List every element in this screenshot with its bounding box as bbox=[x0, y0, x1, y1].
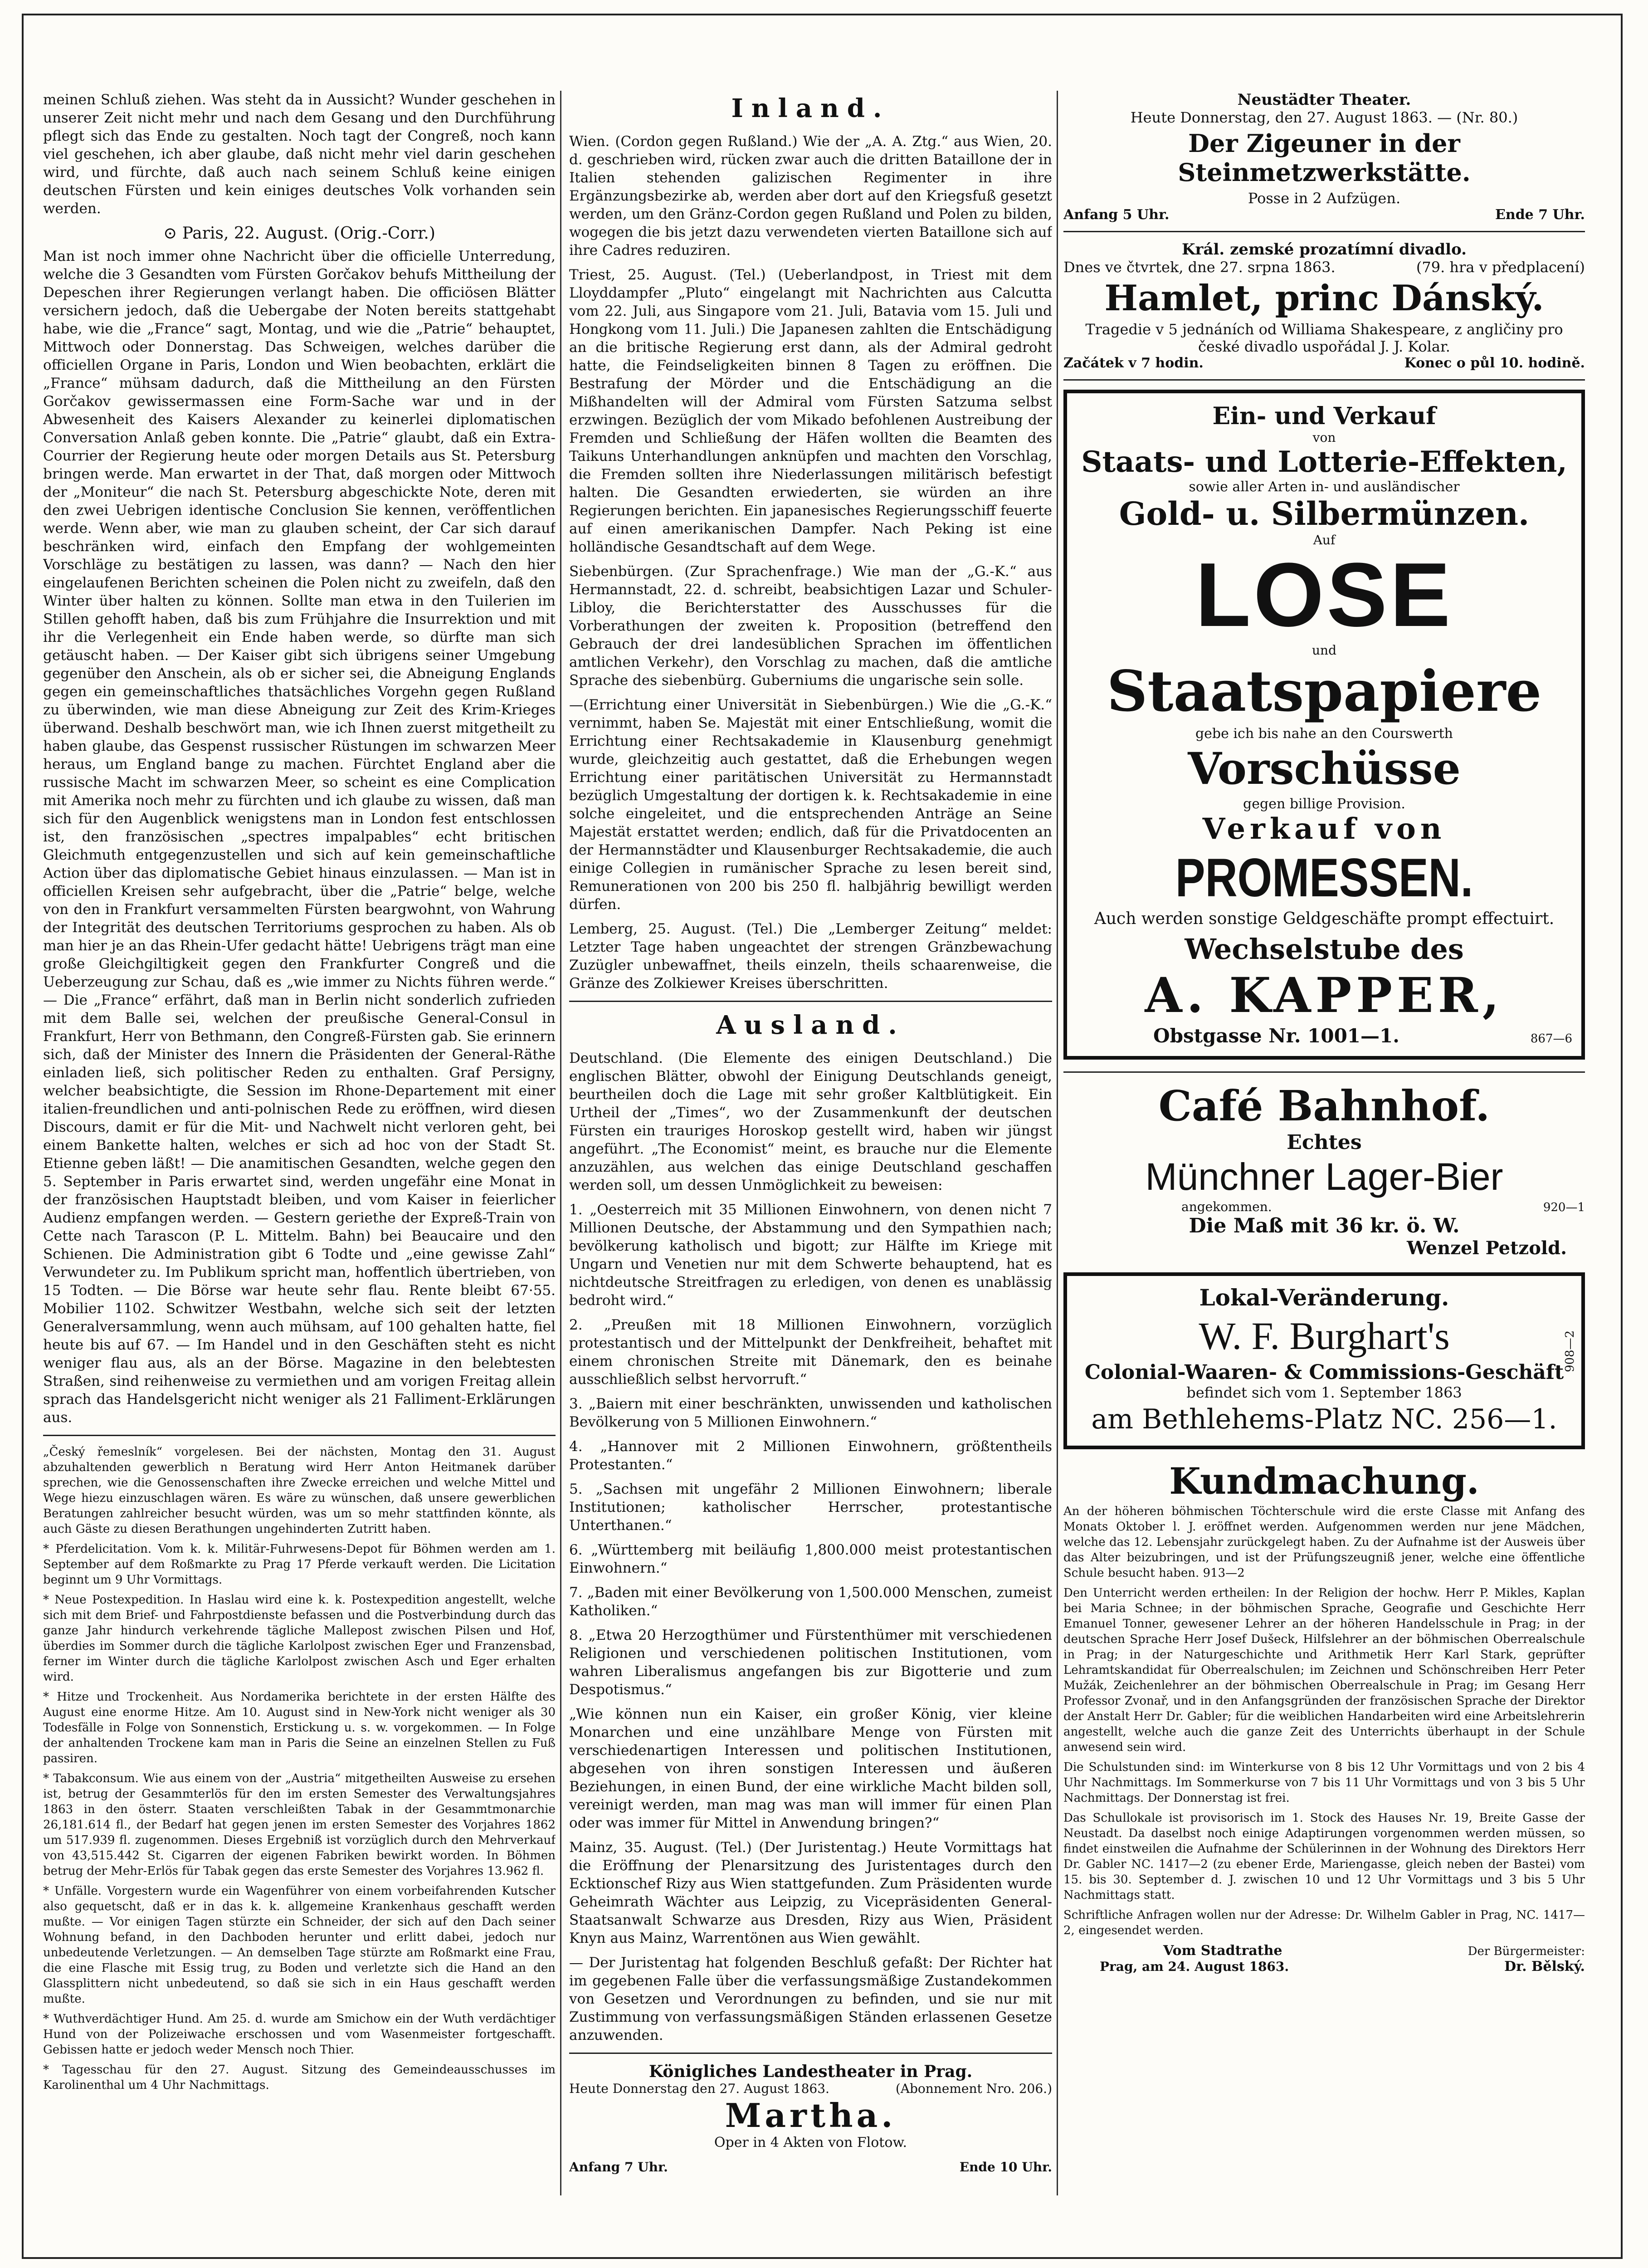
kapper-line: Auch werden sonstige Geldgeschäfte prompt effectuirt. bbox=[1094, 909, 1555, 928]
kapper-line: Gold- u. Silbermünzen. bbox=[1119, 495, 1530, 533]
news-item: 7. „Baden mit einer Bevölkerung von 1,500.000 Menschen, zumeist Katholiken.“ bbox=[569, 1584, 1052, 1619]
cz-date: Dnes ve čtvrtek, dne 27. srpna 1863. bbox=[1063, 259, 1336, 276]
kapper-line: von bbox=[1312, 430, 1336, 445]
kapper-address: Obstgasse Nr. 1001—1. bbox=[1153, 1025, 1399, 1047]
divider bbox=[569, 1001, 1052, 1002]
kapper-line: Auf bbox=[1313, 533, 1336, 547]
kapper-staatspapiere: Staatspapiere bbox=[1107, 659, 1542, 724]
burghart-line: Lokal-Veränderung. bbox=[1199, 1284, 1449, 1311]
theater-play: Martha. bbox=[725, 2096, 897, 2135]
cz-times bbox=[1063, 355, 1585, 371]
kapper-name: A. KAPPER, bbox=[1145, 967, 1504, 1023]
kapper-address-row bbox=[1076, 1025, 1572, 1047]
cafe-line: Echtes bbox=[1287, 1131, 1362, 1154]
kundmachung-title: Kundmachung. bbox=[1169, 1460, 1479, 1502]
cz-play: Hamlet, princ Dánský. bbox=[1104, 278, 1544, 319]
news-lemberg: Lemberg, 25. August. (Tel.) Die „Lemberger Zeitung“ meldet: Letzter Tage haben ungeachtet der strengen Gränzbewachung Zuzügler unbewaffnet, theils einzeln, theils schaarenweise, die Gränze des Zolkiewer Kreises überschritten. bbox=[569, 921, 1052, 992]
section-heading-inland: Inland. bbox=[731, 93, 890, 123]
local-item: * Unfälle. Vorgestern wurde ein Wagenführer von einem vorbeifahrenden Kutscher also gequetscht, daß er in das k. k. allgemeine Krankenhaus geschafft werden mußte. — Vor einigen Tagen stürzte ein Schneider, der sich auf den Dach seiner Wohnung befand, in den Dachboden herunter und erlitt dabei, jedoch nur unbedeutende Verletzungen. — An demselben Tage stürzte am Roßmarkt eine Frau, die eine Flasche mit Essig trug, zu Boden und verletzte sich die Hand an den Glassplittern nicht unbedeutend, so daß sie sich in ein Haus geschafft werden mußte. bbox=[43, 1884, 556, 2006]
kapper-vorschuesse: Vorschüsse bbox=[1188, 743, 1461, 794]
news-item: 4. „Hannover mit 2 Millionen Einwohnern, größtentheils Protestanten.“ bbox=[569, 1438, 1052, 1473]
theater-date: Heute Donnerstag den 27. August 1863. bbox=[569, 2081, 829, 2096]
czech-theater-ad bbox=[1063, 240, 1585, 371]
local-item: * Pferdelicitation. Vom k. k. Militär-Fuhrwesens-Depot für Böhmen werden am 1. September auf dem Roßmarkte zu Prag 17 Pferde verkauft werden. Die Licitation beginnt um 9 Uhr Vormittags. bbox=[43, 1542, 556, 1587]
article-continuation: meinen Schluß ziehen. Was steht da in Aussicht? Wunder geschehen in unserer Zeit nicht mehr und nach dem Gesang und den Durchführung pflegt sich das Ende zu gestalten. Noch tagt der Congreß, noch kann viel geschehen, ich aber glaube, daß nicht mehr viel darin geschehen wird, und fürchte, daß auch nach seinem Schluß keine einigen deutschen Fürsten und kein einiges deutsches Volk vorhanden sein werden. bbox=[43, 92, 556, 217]
news-item: 8. „Etwa 20 Herzogthümer und Fürstenthümer mit verschiedenen Religionen und verschiedenen politischen Institutionen, vom wahren Liberalismus angefangen bis zur Bigotterie und zum Despotismus.“ bbox=[569, 1627, 1052, 1698]
cafe-bahnhof-ad bbox=[1063, 1081, 1585, 1259]
news-triest: Triest, 25. August. (Tel.) (Ueberlandpost, in Triest mit dem Lloyddampfer „Pluto“ eingelangt mit Nachrichten aus Calcutta vom 22. Juli, aus Singapore vom 21. Juli, Batavia vom 15. Juli und Hongkong vom 11. Juli.) Die Japanesen zahlten die Entschädigung an die britische Regierung erst dann, als der Admiral gedroht hatte, die Feindseligkeiten binnen 8 Tagen zu eröffnen. Die Bestrafung der Mörder und die Entschädigung an die Mißhandelten will der Admiral vom Fürsten Satzuma selbst erzwingen. Bezüglich der vom Mikado befohlenen Austreibung der Fremden und Schließung der Häfen wollten die Beamten des Taikuns Unterhandlungen anknüpfen und machten den Vorschlag, die Fremden sollten ihre Niederlassungen militärisch befestigt halten. Die Gesandten erwiederten, sie würden an ihre Regierungen berichten. Ein japanesisches Regierungsschiff feuerte auf einen amerikanischen Dampfer. Nach Peking ist eine holländische Gesandtschaft auf dem Wege. bbox=[569, 267, 1052, 555]
theater-end: Ende 10 Uhr. bbox=[959, 2160, 1052, 2175]
column-3 bbox=[1063, 91, 1585, 2195]
paris-dateline: ⊙ Paris, 22. August. (Orig.-Corr.) bbox=[163, 224, 435, 243]
news-item: 3. „Baiern mit einer beschränkten, unwissenden und katholischen Bevölkerung von 5 Millionen Einwohnern.“ bbox=[569, 1396, 1052, 1430]
neustaedter-theater-ad bbox=[1063, 91, 1585, 223]
news-item: „Wie können nun ein Kaiser, ein großer König, vier kleine Monarchen und eine unzählbare Menge von Fürsten mit verschiedenartigen Interessen und politischen Institutionen, abgesehen von ihren sonstigen Interessen und äußeren Beziehungen, in einen Bund, der eine wirkliche Macht bilden soll, vereinigt werden, man mag was man will immer für einen Plan oder was immer für Mittel in Anwendung bringen?“ bbox=[569, 1706, 1052, 1831]
local-news bbox=[43, 1444, 556, 2093]
theater-times bbox=[569, 2160, 1052, 2175]
kundmachung-para: Den Unterricht werden ertheilen: In der Religion der hochw. Herr P. Mikles, Kaplan bei Maria Schnee; in der böhmischen Sprache, Geografie und Geschichte Herr Emanuel Tonner, gewesener Lehrer an der höheren Handelsschule in Prag; in der deutschen Sprache Herr Josef Dušeck, Hilfslehrer an der böhmischen Oberrealschule in Prag; in der Naturgeschichte und Arithmetik Herr Karl Stark, geprüfter Lehramtskandidat für Oberrealschulen; im Zeichnen und Schönschreiben Herr Peter Mužák, Zeichenlehrer an der böhmischen Oberrealschule in Prag; im Gesang Herr Professor Zvonař, und in den Anfangsgründen der französischen Sprache der Direktor der Anstalt Herr Dr. Gabler; für die weiblichen Handarbeiten wird eine Arbeitslehrerin angestellt, welche auch die ganze Zeit des Unterrichts überhaupt in der Schule anwesend sein wird. bbox=[1063, 1586, 1585, 1754]
neustadt-times bbox=[1063, 207, 1585, 223]
neustadt-start: Anfang 5 Uhr. bbox=[1063, 207, 1170, 223]
local-item: * Tabakconsum. Wie aus einem von der „Austria“ mitgetheilten Ausweise zu ersehen ist, betrug der Gesammterlös für den im ersten Semester des Verwaltungsjahres 1863 in den österr. Staaten verschleißten Tabak in der Gesammtmonarchie 26,181.614 fl., der Bedarf hat gegen jenen im ersten Semester des Vorjahres 1862 um 517.939 fl. zugenommen. Dieses Ergebniß ist vorzüglich durch den Mehrverkauf von 43,515.442 St. Cigarren der eigenen Fabriken bewirkt worden. In Böhmen betrug der Mehr-Erlös für Tabak gegen das erste Semester des Vorjahres 13.962 fl. bbox=[43, 1772, 556, 1878]
kundmachung-para: Schriftliche Anfragen wollen nur der Adresse: Dr. Wilhelm Gabler in Prag, NC. 1417—2, eingesendet werden. bbox=[1063, 1908, 1585, 1937]
kapper-line: Verkauf von bbox=[1202, 812, 1446, 846]
kundmachung bbox=[1063, 1458, 1585, 1975]
cz-sub: Tragedie v 5 jednáních od Williama Shakespeare, z angličiny pro české divadlo uspořádal J. J. Kolar. bbox=[1085, 321, 1563, 355]
kundmachung-para: Die Schulstunden sind: im Winterkurse von 8 bis 12 Uhr Vormittags und von 2 bis 4 Uhr Nachmittags. Im Sommerkurse von 7 bis 11 Uhr Vormittags und von 3 bis 5 Uhr Nachmittags. Der Donnerstag ist frei. bbox=[1063, 1760, 1585, 1805]
news-item: 6. „Württemberg mit beiläufig 1,800.000 meist protestantischen Einwohnern.“ bbox=[569, 1542, 1052, 1576]
cz-title: Král. zemské prozatímní divadlo. bbox=[1181, 240, 1467, 259]
ad-number: 908—2 bbox=[1563, 1330, 1577, 1373]
kapper-ad bbox=[1063, 390, 1585, 1060]
kundmachung-footer bbox=[1063, 1959, 1585, 1975]
column-rule bbox=[560, 91, 561, 2195]
cafe-price: Die Maß mit 36 kr. ö. W. bbox=[1189, 1214, 1460, 1237]
burghart-line: Colonial-Waaren- & Commissions-Geschäft bbox=[1084, 1361, 1564, 1384]
cafe-owner: Wenzel Petzold. bbox=[1407, 1237, 1567, 1259]
theater-title: Königliches Landestheater in Prag. bbox=[648, 2062, 973, 2081]
ad-number: 867—6 bbox=[1530, 1032, 1572, 1046]
column-rule bbox=[1057, 91, 1058, 2195]
kapper-line: und bbox=[1312, 643, 1336, 658]
column-2 bbox=[569, 91, 1052, 2195]
cafe-line: angekommen. bbox=[1181, 1199, 1272, 1214]
kapper-line: gegen billige Provision. bbox=[1243, 796, 1405, 812]
divider bbox=[1063, 231, 1585, 232]
local-item: * Neue Postexpedition. In Haslau wird eine k. k. Postexpedition angestellt, welche sich mit dem Brief- und Fahrpostdienste befassen und die Postverbindung durch das ganze Jahr hindurch verkehrende tägliche Mallepost zwischen Pilsen und Hof, überdies im Sommer durch die tägliche Karlolpost zwischen Eger und Franzensbad, ferner im Winter durch die tägliche Karlolpost zwischen Asch und Eger erhalten wird. bbox=[43, 1593, 556, 1684]
section-heading-ausland: Ausland. bbox=[716, 1010, 905, 1040]
kundmachung-para: Das Schullokale ist provisorisch im 1. Stock des Hauses Nr. 19, Breite Gasse der Neustadt. Da daselbst noch einige Adaptirungen vorgenommen werden müssen, so findet einstweilen die Aufnahme der Schülerinnen in der Wohnung des Direktors Herr Dr. Gabler NC. 1417—2 (zu ebener Erde, Mariengasse, gleich neben der Bastei) vom 15. bis 30. September d. J. zwischen 10 und 12 Uhr Vormittags und 3 bis 5 Uhr Nachmittags statt. bbox=[1063, 1811, 1585, 1902]
divider bbox=[1063, 1071, 1585, 1073]
kapper-line: Staats- und Lotterie-Effekten, bbox=[1081, 445, 1567, 479]
kundmachung-footer bbox=[1063, 1943, 1585, 1959]
local-item: * Hitze und Trockenheit. Aus Nordamerika berichtete in der ersten Hälfte des August eine enorme Hitze. Am 10. August sind in New-York nicht weniger als 30 Todesfälle in Folge von Sonnenstich, Erstickung u. s. w. vorgekommen. — In Folge der anhaltenden Trockene kam man in Paris die Seine an einzelnen Stellen zu Fuß passiren. bbox=[43, 1690, 556, 1765]
kapper-promessen: PROMESSEN. bbox=[1175, 847, 1473, 908]
news-item: 2. „Preußen mit 18 Millionen Einwohnern, vorzüglich protestantisch und der Mittelpunkt der Denkfreiheit, behaftet mit einem chronischen Streite mit Dänemark, den es beinahe ausschließlich selbst hervorruft.“ bbox=[569, 1317, 1052, 1388]
burghart-address: am Bethlehems-Platz NC. 256—1. bbox=[1091, 1403, 1557, 1435]
cafe-title: Café Bahnhof. bbox=[1158, 1081, 1490, 1130]
news-deutschland: Deutschland. (Die Elemente des einigen Deutschland.) Die englischen Blätter, obwohl der Einigung Deutschlands geneigt, beurtheilen doch die Lage mit sehr großer Kaltblütigkeit. Ein Urtheil der „Times“, wo der Zusammenkunft der deutschen Fürsten ein trauriges Horoskop gestellt wird, haben wir jüngst angeführt. „The Economist“ meint, es brauche nur die Elemente anzuzählen, aus welchen das einige Deutschland geschaffen werden soll, um dessen Unmöglichkeit zu beweisen: bbox=[569, 1050, 1052, 1193]
neustadt-title: Neustädter Theater. bbox=[1237, 91, 1411, 109]
cz-end: Konec o půl 10. hodině. bbox=[1404, 355, 1585, 371]
local-item: „Český řemeslník“ vorgelesen. Bei der nächsten, Montag den 31. August abzuhaltenden gewerblich n Beratung wird Herr Anton Heitmanek darüber sprechen, wie die Genossenschaften ihre Zwecke erreichen und welche Mittel und Wege hiezu einzuschlagen wären. Es wäre zu wünschen, daß unsere gewerblichen Beratungen zahlreicher besucht würden, was um so mehr stattfinden könnte, als auch Gäste zu diesen Berathungen ungehinderten Zutritt haben. bbox=[43, 1445, 556, 1536]
kapper-line: Ein- und Verkauf bbox=[1212, 402, 1436, 430]
neustadt-play: Der Zigeuner in der Steinmetzwerkstätte. bbox=[1178, 129, 1471, 187]
news-universitaet: —(Errichtung einer Universität in Siebenbürgen.) Wie die „G.-K.“ vernimmt, haben Se. Majestät mit einer Entschließung, womit die Errichtung einer Rechtsakademie in Klausenburg genehmigt wurde, gleichzeitig auch gestattet, daß die Erhebungen wegen Errichtung einer paritätischen Universität zu Hermannstadt bezüglich Umgestaltung der dortigen k. k. Rechtsakademie in eine solche eingeleitet, und die entsprechenden Anträge an Seine Majestät erstattet werden; endlich, daß für die Privatdocenten an der Hermannstädter und Klausenburger Rechtsakademie, die auch einige Collegien in rumänischer Sprache zu lesen bereit sind, Remunerationen von 200 bis 250 fl. halbjährig bewilligt werden dürfen. bbox=[569, 697, 1052, 913]
news-item: — Der Juristentag hat folgenden Beschluß gefaßt: Der Richter hat im gegebenen Falle über die verfassungsmäßige Zustandekommen von Gesetzen und Verordnungen zu befinden, und sie nur mit Zustimmung von verfassungsmäßigen Ständen erlassenen Gesetze anzuwenden. bbox=[569, 1955, 1052, 2043]
divider bbox=[43, 1435, 556, 1436]
cz-start: Začátek v 7 hodin. bbox=[1063, 355, 1204, 371]
landestheater-ad bbox=[569, 2062, 1052, 2175]
column-1 bbox=[43, 91, 556, 2195]
theater-start: Anfang 7 Uhr. bbox=[569, 2160, 668, 2175]
cz-info bbox=[1063, 259, 1585, 276]
cz-abonnement: (79. hra v předplacení) bbox=[1416, 259, 1585, 276]
theater-sub: Oper in 4 Akten von Flotow. bbox=[714, 2135, 907, 2151]
local-item: * Wuthverdächtiger Hund. Am 25. d. wurde am Smichow ein der Wuth verdächtiger Hund von der Polizeiwache erschossen und vom Wasenmeister fortgeschafft. Gebissen hatte er jedoch weder Mensch noch Thier. bbox=[43, 2012, 556, 2057]
burghart-ad bbox=[1063, 1272, 1585, 1449]
neustadt-sub: Posse in 2 Aufzügen. bbox=[1248, 190, 1401, 207]
news-item: 5. „Sachsen mit ungefähr 2 Millionen Einwohnern; liberale Institutionen; katholischer Herrscher, protestantische Unterthanen.“ bbox=[569, 1481, 1052, 1534]
kundmachung-sign: Vom Stadtrathe bbox=[1163, 1943, 1282, 1959]
burghart-line: befindet sich vom 1. September 1863 bbox=[1186, 1384, 1462, 1401]
kundmachung-para: An der höheren böhmischen Töchterschule wird die erste Classe mit Anfang des Monats Oktober l. J. eröffnet werden. Aufgenommen werden nur jene Mädchen, welche das 12. Lebensjahr zurückgelegt haben. Zu der Aufnahme ist der Ausweis über das Alter beizubringen, und ist der Prüfungszeugniß jener, welche eine öffentliche Schule besucht haben. 913—2 bbox=[1063, 1505, 1585, 1580]
cafe-row bbox=[1063, 1199, 1585, 1214]
local-item: * Tagesschau für den 27. August. Sitzung des Gemeindeausschusses im Karolinenthal um 4 Uhr Nachmittags. bbox=[43, 2063, 556, 2092]
burghart-name: W. F. Burghart's bbox=[1199, 1314, 1450, 1358]
news-wien: Wien. (Cordon gegen Rußland.) Wie der „A. A. Ztg.“ aus Wien, 20. d. geschrieben wird, rücken zwar auch die dritten Bataillone der in Italien stehenden galizischen Regimenter in ihre Ergänzungsbezirke ab, werden aber dort auf den Kriegsfuß gesetzt werden, um den Gränz-Cordon gegen Rußland und Polen zu bilden, wogegen die bis jetzt dazu verwendeten vierten Bataillone sich auf ihre Cadres reduziren. bbox=[569, 133, 1052, 259]
theater-info bbox=[569, 2081, 1052, 2096]
paris-article: Man ist noch immer ohne Nachricht über die officielle Unterredung, welche die 3 Gesandten vom Fürsten Gorčakov behufs Mittheilung der Depeschen ihrer Regierungen verlangt haben. Die officiösen Blätter versichern jedoch, daß die Uebergabe der Noten bereits stattgehabt habe, wie die „France“ sagt, Montag, und wie die „Patrie“ behauptet, Mittwoch oder Donnerstag. Das Schweigen, welches darüber die officiellen Organe in Paris, London und Wien beobachten, erklärt die „France“ mühsam dadurch, daß die Mittheilung an den Fürsten Gorčakov gewissermassen eine Form-Sache war und in der Abwesenheit des Kaisers Alexander zu keinerlei diplomatischen Conversation Anlaß geben konnte. Die „Patrie“ glaubt, daß ein Extra-Courrier der Regierung heute oder morgen Details aus St. Petersburg bringen werde. Man erwartet in der That, daß morgen oder Mittwoch der „Moniteur“ die nach St. Petersburg abgeschickte Note, deren mit den zwei Uebrigen identische Conclusion Sie kennen, veröffentlichen werde. Wenn aber, wie man zu glauben scheint, der Car sich darauf beschränken wird, einfach den Empfang der wohlgemeinten Vorschläge zu bestätigen zu lassen, was dann? — Nach den hier eingelaufenen Berichten scheinen die Polen nicht zu zweifeln, daß den Winter über halten zu können. Sollte man etwa in den Tuilerien im Stillen gehofft haben, daß bis zum Frühjahre die Insurrektion und mit ihr die Verlegenheit ein Ende haben werde, so dürfte man sich getäuscht haben. — Der Kaiser gibt sich übrigens seiner Umgebung gegenüber den Anschein, als ob er sicher sei, die Abneigung Englands gegen ein gemeinschaftliches thatsächliches Vorgehn gegen Rußland zu überwinden, wie man diese Abneigung zur Zeit des Krim-Krieges überwand. Deshalb beschwört man, wie ich Ihnen zuerst mitgetheilt zu haben glaube, das Gespenst russischer Rüstungen im schwarzen Meer heraus, um England bange zu machen. Fürchtet England aber die russische Macht im schwarzen Meer, so scheint es eine Complication mit Amerika noch mehr zu fürchten und ich glaube zu wissen, daß man sich für den Augenblick wenigstens man in London fest entschlossen ist, den französischen „spectres impalpables“ echt britischen Gleichmuth entgegenzustellen und sich auf kein gemeinschaftliche Action über das diplomatische Gebiet hinaus einzulassen. — Man ist in officiellen Kreisen sehr aufgebracht, über die „Patrie“ belge, welche von den in Frankfurt versammelten Fürsten beargwohnt, von Wahrung der Integrität des deutschen Territoriums gesprochen zu haben. Als ob man hier je an das Rhein-Ufer gedacht hätte! Uebrigens trägt man eine große Gleichgiltigkeit gegen den Frankfurter Congreß und die Ueberzeugung zur Schau, daß es „wie immer zu Nichts führen werde.“ — Die „France“ erfährt, daß man in Berlin nicht sonderlich zufrieden mit dem Balle sei, welchen der preußische General-Consul in Frankfurt, Herr von Bethmann, den Congreß-Fürsten gab. Sie erinnern sich, daß der Minister des Innern die Präsidenten der General-Räthe einladen ließ, sich politischer Reden zu enthalten. Graf Persigny, welcher beabsichtigte, die Session im Rhone-Departement mit einer italien-freundlichen und anti-polnischen Rede zu eröffnen, wird diesen Discours, damit er für die Mit- und Nachwelt nicht verloren geht, bei einem Bankette halten, welches er sich ad hoc von der Stadt St. Etienne geben läßt! — Die anamitischen Gesandten, welche gegen den 5. September in Paris erwartet sind, werden ungefähr eine Monat in der französischen Hauptstadt bleiben, und vom Kaiser in feierlicher Audienz empfangen werden. — Gestern geriethe der Expreß-Train von Cette nach Tarascon (P. L. Mittelm. Bahn) bei Beaucaire und den Schienen. Die Administration gibt 6 Todte und „eine gewisse Zahl“ Verwundeter zu. Im Publikum spricht man, hoffentlich übertrieben, von 15 Todten. — Die Börse war heute sehr flau. Rente bleibt 67·55. Mobilier 1102. Schwitzer Westbahn, welche sich seit der letzten Generalversammlung, wenn auch mühsam, auf 100 gehalten hatte, fiel heute bis auf 67. — Im Handel und in den Geschäften steht es nicht weniger flau aus, als an der Börse. Magazine in den belebtesten Straßen, sind reihenweise zu vermiethen und am vorigen Freitag allein sprach das Handelsgericht nicht weniger als 21 Falliment-Erklärungen aus. bbox=[43, 248, 556, 1426]
cafe-beer: Münchner Lager-Bier bbox=[1145, 1155, 1503, 1198]
news-mainz: Mainz, 35. August. (Tel.) (Der Juristentag.) Heute Vormittags hat die Eröffnung der Plenarsitzung des Juristentages durch den Ecktionschef Rizy aus Wien stattgefunden. Zum Präsidenten wurde Geheimrath Wächter aus Leipzig, zu Vicepräsidenten General-Staatsanwalt Schwarze aus Dresden, Rizy aus Wien, Präsident Knyn aus Mainz, Warrentönen aus Wien gewählt. bbox=[569, 1839, 1052, 1946]
kapper-line: Wechselstube des bbox=[1185, 933, 1464, 966]
neustadt-date: Heute Donnerstag, den 27. August 1863. — (Nr. 80.) bbox=[1130, 109, 1518, 126]
ad-number: 920—1 bbox=[1543, 1201, 1585, 1214]
kundmachung-date: Prag, am 24. August 1863. bbox=[1100, 1959, 1289, 1974]
kapper-line: gebe ich bis nahe an den Courswerth bbox=[1195, 726, 1453, 742]
divider bbox=[569, 2053, 1052, 2054]
theater-abonnement: (Abonnement Nro. 206.) bbox=[895, 2081, 1052, 2096]
kapper-line: sowie aller Arten in- und ausländischer bbox=[1189, 479, 1460, 495]
kundmachung-mayor-title: Der Bürgermeister: bbox=[1468, 1945, 1585, 1958]
neustadt-end: Ende 7 Uhr. bbox=[1495, 207, 1585, 223]
news-item: 1. „Oesterreich mit 35 Millionen Einwohnern, von denen nicht 7 Millionen Deutsche, der Abstammung und den Sympathien nach; bevölkerung katholisch und bigott; zur Hälfte im Kriege mit Ungarn und Venetien nur mit dem Schwerte behauptend, hat es nichtdeutsche Streitfragen zu erledigen, von denen es unablässig bedroht wird.“ bbox=[569, 1202, 1052, 1309]
kundmachung-mayor: Dr. Bělský. bbox=[1504, 1959, 1585, 1975]
kapper-lose: LOSE bbox=[1195, 544, 1453, 645]
news-siebenbuergen: Siebenbürgen. (Zur Sprachenfrage.) Wie man der „G.-K.“ aus Hermannstadt, 22. d. schreibt, beabsichtigen Lazar und Schuler-Libloy, die Berichterstatter des Ausschusses für die Vorberathungen der zweiten k. Proposition (betreffend den Gebrauch der drei landesüblichen Sprachen im öffentlichen amtlichen Verkehr), den Vorschlag zu machen, daß die amtliche Sprache des siebenbürg. Guberniums die ungarische sein solle. bbox=[569, 563, 1052, 689]
divider bbox=[1063, 379, 1585, 381]
